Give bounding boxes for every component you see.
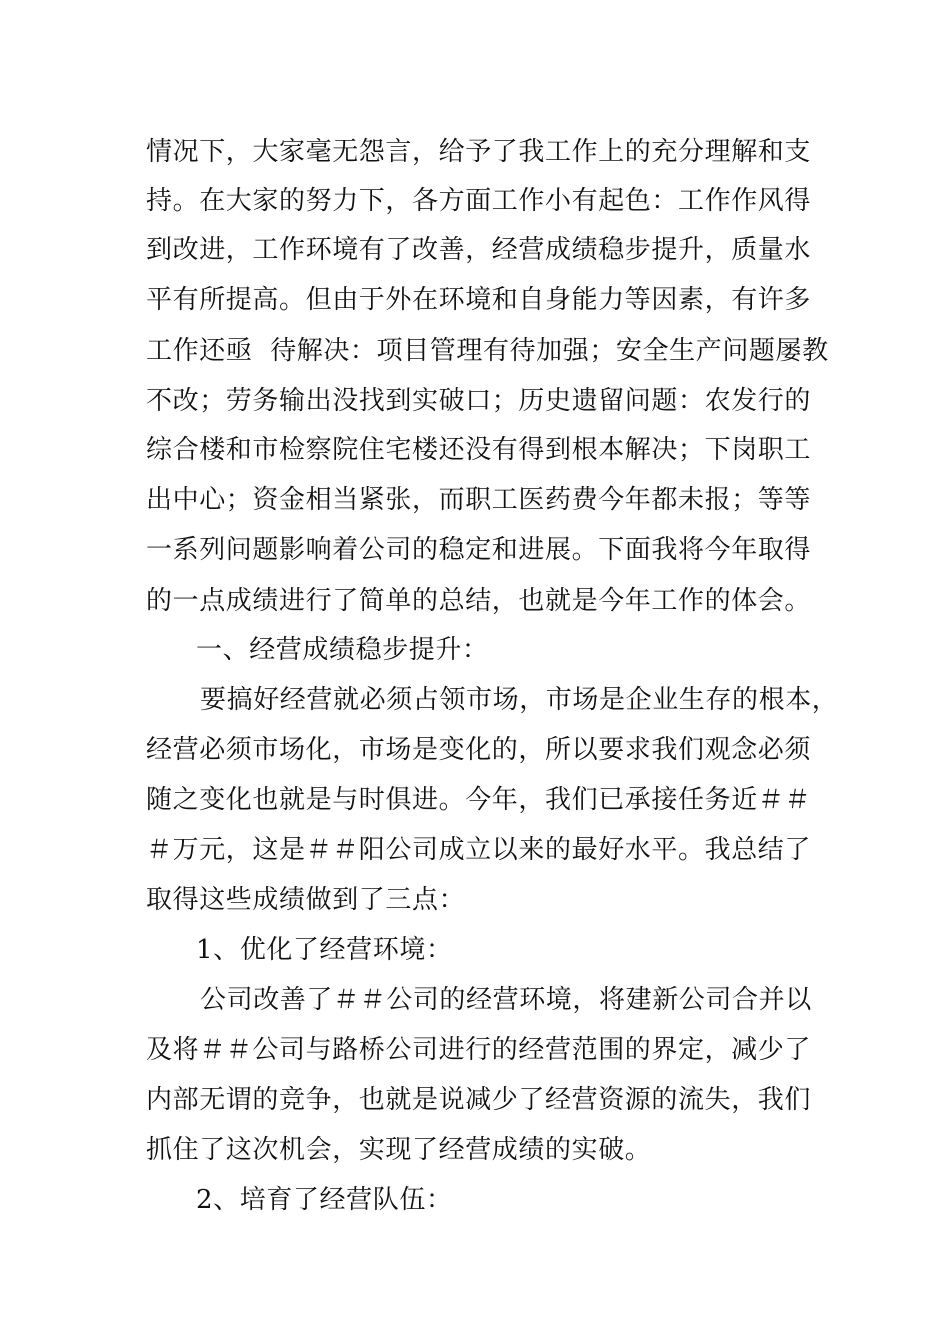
text-line: 公司改善了＃＃公司的经营环境，将建新公司合并以	[200, 985, 812, 1015]
text-line: 取得这些成绩做到了三点：	[146, 885, 466, 915]
text-line: 要搞好经营就必须占领市场，市场是企业生存的根本，	[200, 685, 839, 715]
text-line: 不改；劳务输出没找到实破口；历史遗留问题：农发行的	[146, 386, 812, 416]
text-line: 情况下，大家毫无怨言，给予了我工作上的充分理解和支	[146, 137, 812, 167]
text-line: 及将＃＃公司与路桥公司进行的经营范围的界定，减少了	[146, 1035, 812, 1065]
text-line: 平有所提高。但由于外在环境和自身能力等因素，有许多	[146, 285, 812, 315]
text-line: 内部无谓的竞争，也就是说减少了经营资源的流失，我们	[146, 1085, 812, 1115]
text-line: ＃万元，这是＃＃阳公司成立以来的最好水平。我总结了	[146, 835, 812, 865]
text-line: 到改进，工作环境有了改善，经营成绩稳步提升，质量水	[146, 235, 812, 265]
text-line: 随之变化也就是与时俱进。今年，我们已承接任务近＃＃	[146, 785, 812, 815]
subsection-heading: 1、优化了经营环境：	[196, 935, 453, 965]
text-line: 出中心；资金相当紧张，而职工医药费今年都未报；等等	[146, 485, 812, 515]
text-line: 持。在大家的努力下，各方面工作小有起色：工作作风得	[146, 186, 812, 216]
text-line: 的一点成绩进行了简单的总结，也就是今年工作的体会。	[146, 586, 812, 616]
text-line: 抓住了这次机会，实现了经营成绩的实破。	[146, 1135, 652, 1165]
text-line: 综合楼和市检察院住宅楼还没有得到根本解决；下岗职工	[146, 435, 812, 465]
section-heading: 一、经营成绩稳步提升：	[196, 635, 489, 665]
text-line: 经营必须市场化，市场是变化的，所以要求我们观念必须	[146, 735, 812, 765]
text-line: 一系列问题影响着公司的稳定和进展。下面我将今年取得	[146, 535, 812, 565]
text-line: 工作还亟 待解决：项目管理有待加强；安全生产问题屡教	[146, 336, 829, 366]
subsection-heading: 2、培育了经营队伍：	[196, 1185, 453, 1215]
